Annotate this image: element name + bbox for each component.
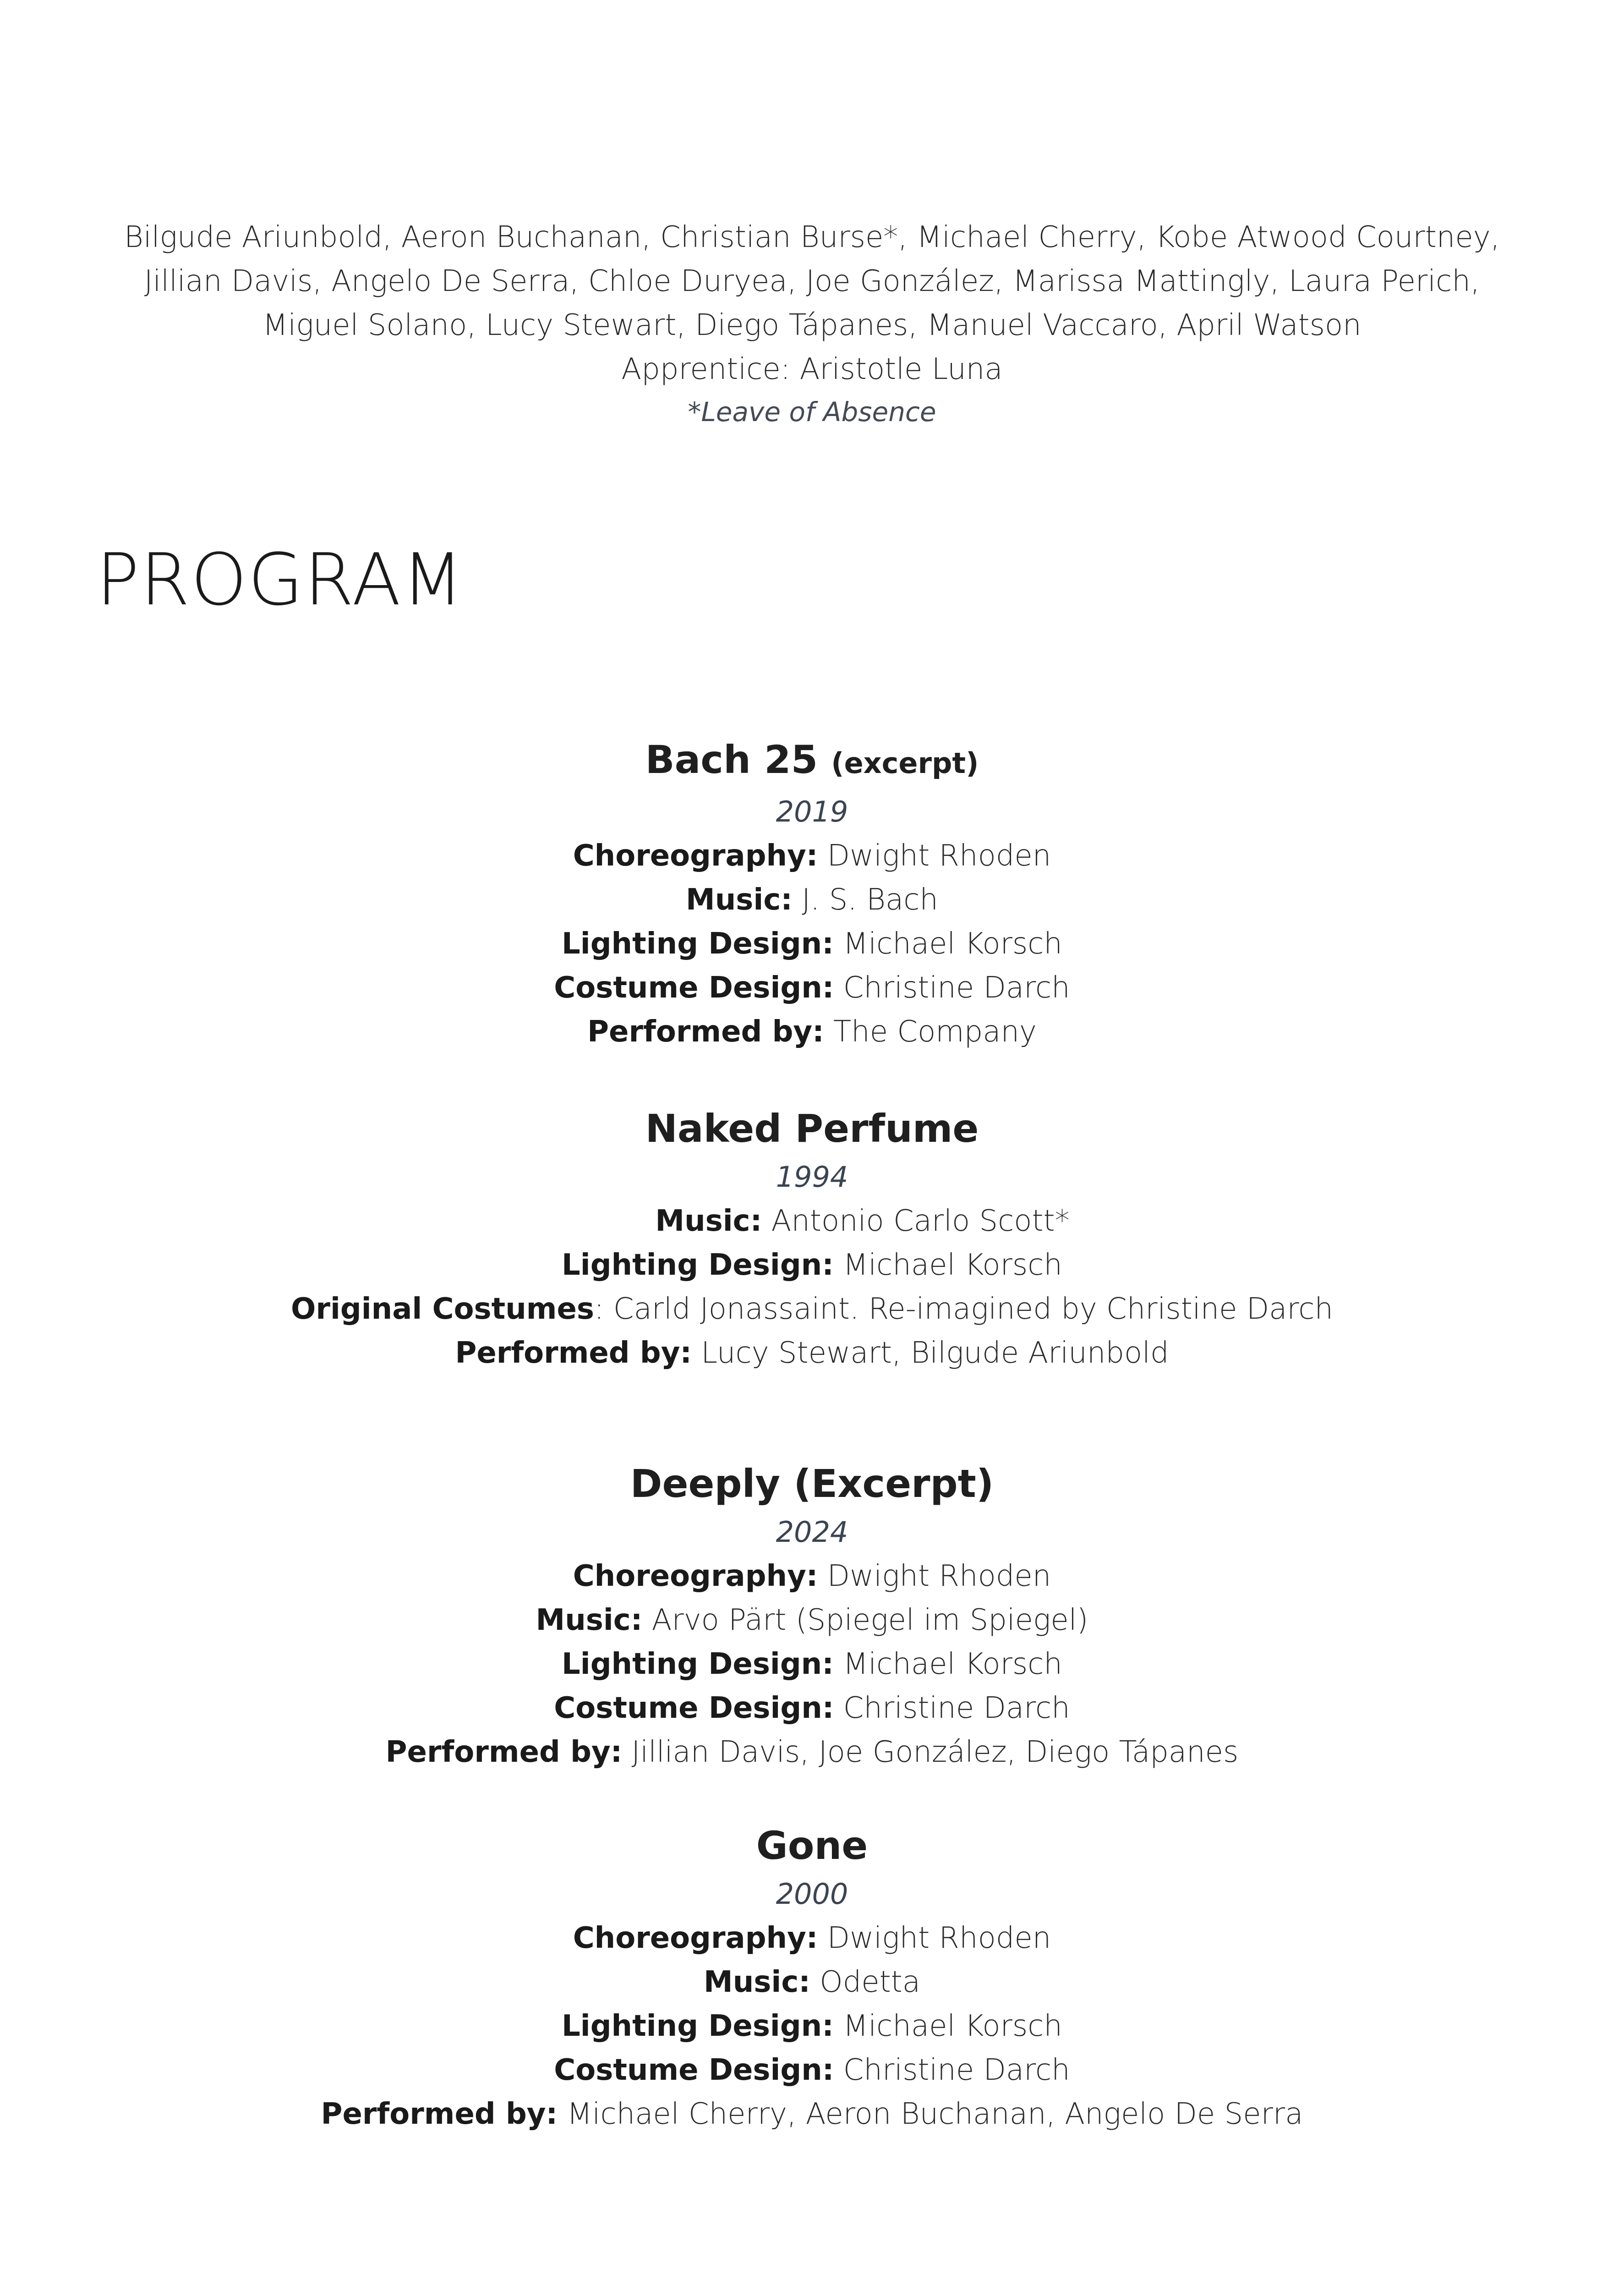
company-line: Jillian Davis, Angelo De Serra, Chloe Duryea, Joe González, Marissa Mattingly, Laura Perich, — [144, 264, 1480, 298]
piece-year: 1994 — [776, 1160, 848, 1194]
program-piece — [0, 733, 1624, 1054]
credit-line: Choreography: Dwight Rhoden — [573, 1921, 1051, 1955]
program-piece — [0, 1102, 1624, 1375]
apprentice-line: Apprentice: Aristotle Luna — [621, 352, 1003, 386]
credit-line: Music: Arvo Pärt (Spiegel im Spiegel) — [536, 1603, 1088, 1637]
credit-line: Performed by: Jillian Davis, Joe González, Diego Tápanes — [385, 1735, 1239, 1769]
program-heading: PROGRAM — [96, 538, 465, 621]
piece-title: Bach 25 (excerpt) — [645, 737, 979, 782]
company-line: Bilgude Ariunbold, Aeron Buchanan, Christian Burse*, Michael Cherry, Kobe Atwood Courtney, — [124, 220, 1500, 254]
program-piece — [0, 1819, 1624, 2136]
company-roster — [0, 215, 1624, 433]
piece-year: 2024 — [776, 1515, 848, 1549]
piece-title: Deeply (Excerpt) — [630, 1461, 994, 1506]
credit-line: Costume Design: Christine Darch — [554, 1691, 1070, 1725]
credit-line: Choreography: Dwight Rhoden — [573, 839, 1051, 873]
piece-year: 2019 — [776, 795, 848, 828]
credit-line: Music: Odetta — [704, 1965, 920, 1999]
credit-line: Lighting Design: Michael Korsch — [562, 2009, 1062, 2043]
credit-line: Performed by: The Company — [587, 1015, 1037, 1049]
piece-year: 2000 — [776, 1877, 848, 1911]
credit-line: Lighting Design: Michael Korsch — [562, 1647, 1062, 1681]
credit-line: Performed by: Lucy Stewart, Bilgude Ariunbold — [455, 1336, 1169, 1370]
leave-of-absence-note: *Leave of Absence — [688, 396, 936, 428]
credit-line: Costume Design: Christine Darch — [554, 2053, 1070, 2087]
credit-line: Music: Antonio Carlo Scott* — [655, 1204, 1070, 1238]
credit-line: Original Costumes: Carld Jonassaint. Re-imagined by Christine Darch — [290, 1292, 1334, 1326]
credit-line: Performed by: Michael Cherry, Aeron Buchanan, Angelo De Serra — [321, 2097, 1303, 2131]
credit-line: Lighting Design: Michael Korsch — [562, 927, 1062, 961]
piece-title: Naked Perfume — [645, 1106, 979, 1151]
company-line: Miguel Solano, Lucy Stewart, Diego Tápanes, Manuel Vaccaro, April Watson — [262, 308, 1362, 342]
piece-title: Gone — [756, 1823, 868, 1868]
credit-line: Costume Design: Christine Darch — [554, 971, 1070, 1005]
credit-line: Music: J. S. Bach — [686, 883, 938, 917]
credit-line: Lighting Design: Michael Korsch — [562, 1248, 1062, 1282]
credit-line: Choreography: Dwight Rhoden — [573, 1559, 1051, 1593]
piece-subtitle: (excerpt) — [831, 746, 979, 780]
program-piece — [0, 1457, 1624, 1774]
